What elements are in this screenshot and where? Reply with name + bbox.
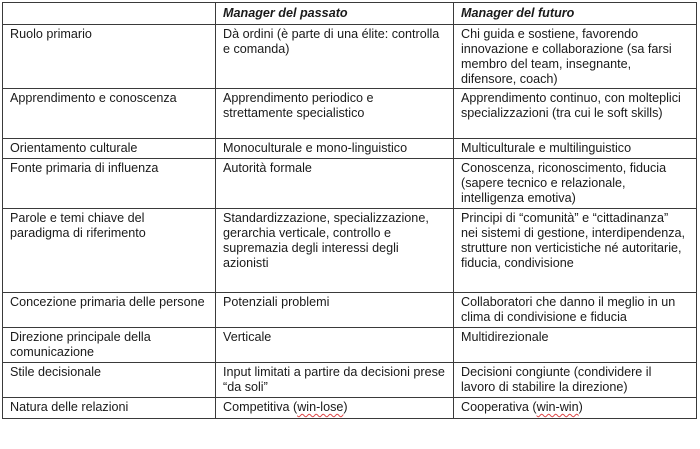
table-row — [3, 139, 697, 159]
table-row — [3, 363, 697, 398]
table-row — [3, 293, 697, 328]
row-label: Orientamento culturale — [3, 139, 216, 159]
row-label: Natura delle relazioni — [3, 398, 216, 419]
past-cell: Potenziali problemi — [216, 293, 454, 328]
future-cell: Collaboratori che danno il meglio in un clima di condivisione e fiducia — [454, 293, 697, 328]
comparison-table-wrapper — [2, 2, 697, 419]
past-cell: Monoculturale e mono-linguistico — [216, 139, 454, 159]
past-term: win-lose — [297, 400, 344, 414]
future-cell: Multiculturale e multilinguistico — [454, 139, 697, 159]
future-term: win-win — [536, 400, 579, 414]
header-empty — [3, 3, 216, 25]
table-row — [3, 89, 697, 139]
future-cell: Chi guida e sostiene, favorendo innovazione e collaborazione (sa farsi membro del team, insegnante, difensore, coach) — [454, 25, 697, 89]
row-label: Stile decisionale — [3, 363, 216, 398]
past-cell: Standardizzazione, specializzazione, gerarchia verticale, controllo e supremazia degli interessi degli azionisti — [216, 209, 454, 293]
table-row — [3, 209, 697, 293]
future-cell: Conoscenza, riconoscimento, fiducia (sapere tecnico e relazionale, intelligenza emotiva) — [454, 159, 697, 209]
future-cell: Principi di “comunità” e “cittadinanza” nei sistemi di gestione, interdipendenza, strutture non verticistiche né autoritarie, fiducia, condivisione — [454, 209, 697, 293]
table-row — [3, 328, 697, 363]
future-text: Cooperativa ( — [461, 400, 537, 414]
table-row — [3, 159, 697, 209]
table-row — [3, 398, 697, 419]
header-row — [3, 3, 697, 25]
past-cell: Input limitati a partire da decisioni prese “da soli” — [216, 363, 454, 398]
past-cell: Apprendimento periodico e strettamente specialistico — [216, 89, 454, 139]
header-future-manager: Manager del futuro — [454, 3, 697, 25]
future-cell — [454, 398, 697, 419]
future-cell: Multidirezionale — [454, 328, 697, 363]
future-text-end: ) — [578, 400, 583, 414]
past-cell: Autorità formale — [216, 159, 454, 209]
row-label: Parole e temi chiave del paradigma di riferimento — [3, 209, 216, 293]
row-label: Ruolo primario — [3, 25, 216, 89]
row-label: Concezione primaria delle persone — [3, 293, 216, 328]
past-text-end: ) — [343, 400, 348, 414]
past-text: Competitiva ( — [223, 400, 298, 414]
row-label: Direzione principale della comunicazione — [3, 328, 216, 363]
future-cell: Apprendimento continuo, con molteplici specializzazioni (tra cui le soft skills) — [454, 89, 697, 139]
row-label: Apprendimento e conoscenza — [3, 89, 216, 139]
table-row — [3, 25, 697, 89]
past-cell: Dà ordini (è parte di una élite: controlla e comanda) — [216, 25, 454, 89]
future-cell: Decisioni congiunte (condividere il lavoro di stabilire la direzione) — [454, 363, 697, 398]
past-cell: Verticale — [216, 328, 454, 363]
past-cell — [216, 398, 454, 419]
header-past-manager: Manager del passato — [216, 3, 454, 25]
manager-comparison-table — [2, 2, 697, 419]
row-label: Fonte primaria di influenza — [3, 159, 216, 209]
